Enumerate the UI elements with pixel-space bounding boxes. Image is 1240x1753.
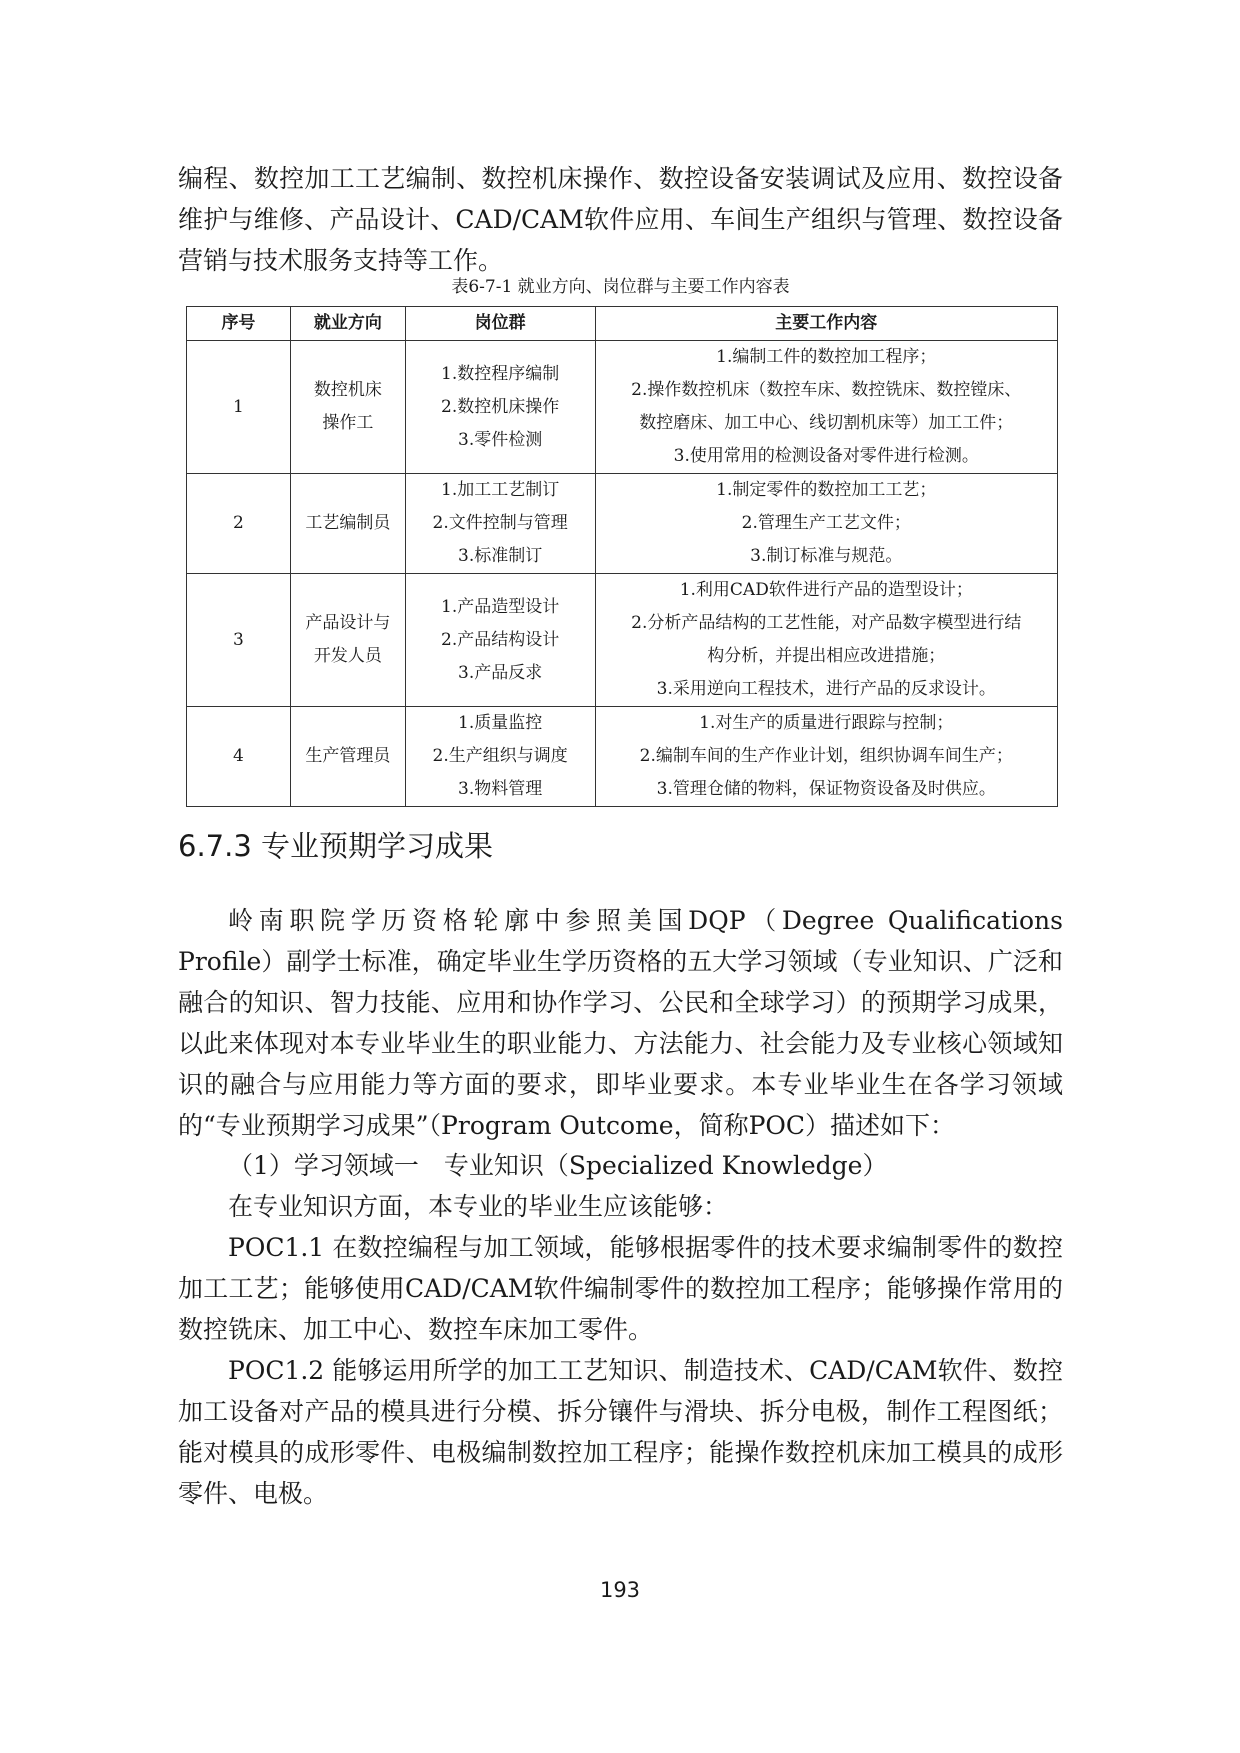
table-header-row bbox=[187, 307, 1058, 341]
direction-line: 工艺编制员 bbox=[305, 513, 391, 533]
content-line: 2.编制车间的生产作业计划，组织协调车间生产； bbox=[639, 746, 1013, 766]
header-direction: 就业方向 bbox=[290, 307, 405, 341]
page-number: 193 bbox=[599, 1578, 641, 1602]
position-line: 3.标准制订 bbox=[458, 546, 543, 566]
content-line: 2.分析产品结构的工艺性能，对产品数字模型进行结 bbox=[631, 613, 1022, 633]
position-line: 2.产品结构设计 bbox=[441, 629, 560, 650]
content-line: 2.管理生产工艺文件； bbox=[741, 513, 911, 533]
content-line: 构分析，并提出相应改进措施； bbox=[707, 646, 946, 666]
dqp-paragraph: 岭南职院学历资格轮廓中参照美国DQP（Degree Qualifications Profile）副学士标准，确定毕业生学历资格的五大学习领域（专业知识、广泛和融合的知识、智力技能、应用和协作学习、公民和全球学习）的预期学习成果，以此来体现对本专业毕业生的职业能力、方法能力、社会能力及专业核心领域知识的融合与应用能力等方面的要求，即毕业要求。本专业毕业生在各学习领域的“专业预期学习成果”（Program Outcome，简称POC）描述如下： bbox=[178, 906, 1063, 1140]
row-no: 1 bbox=[187, 341, 291, 474]
row-positions bbox=[405, 474, 595, 574]
row-direction bbox=[290, 574, 405, 707]
poc-1-2: POC1.2 能够运用所学的加工工艺知识、制造技术、CAD/CAM软件、数控加工设备对产品的模具进行分模、拆分镶件与滑块、拆分电极，制作工程图纸；能对模具的成形零件、电极编制数控加工程序；能操作数控机床加工模具的成形零件、电极。 bbox=[178, 1356, 1063, 1508]
direction-line: 产品设计与 bbox=[305, 613, 391, 633]
table-caption: 表6-7-1 就业方向、岗位群与主要工作内容表 bbox=[451, 277, 790, 297]
row-content bbox=[595, 341, 1057, 474]
position-line: 2.生产组织与调度 bbox=[432, 746, 568, 766]
content-line: 3.管理仓储的物料，保证物资设备及时供应。 bbox=[656, 779, 996, 799]
row-content bbox=[595, 707, 1057, 807]
position-line: 2.文件控制与管理 bbox=[432, 513, 568, 533]
position-line: 1.质量监控 bbox=[458, 713, 543, 733]
position-line: 3.产品反求 bbox=[458, 662, 543, 683]
direction-line: 数控机床 bbox=[313, 380, 382, 400]
content-line: 3.采用逆向工程技术，进行产品的反求设计。 bbox=[656, 679, 996, 699]
section-heading: 6.7.3 专业预期学习成果 bbox=[178, 829, 494, 863]
header-positions: 岗位群 bbox=[405, 307, 595, 341]
intro-paragraph: 编程、数控加工工艺编制、数控机床操作、数控设备安装调试及应用、数控设备维护与维修、产品设计、CAD/CAM软件应用、车间生产组织与管理、数控设备营销与技术服务支持等工作。 bbox=[178, 164, 1063, 275]
row-positions bbox=[405, 707, 595, 807]
row-direction bbox=[290, 707, 405, 807]
direction-line: 开发人员 bbox=[313, 646, 382, 666]
table-row bbox=[187, 341, 1058, 474]
learning-domain-1: （1）学习领域一 专业知识（Specialized Knowledge） bbox=[228, 1151, 888, 1180]
table-row bbox=[187, 574, 1058, 707]
domain-1-intro: 在专业知识方面，本专业的毕业生应该能够： bbox=[228, 1192, 729, 1221]
row-content bbox=[595, 474, 1057, 574]
content-line: 1.编制工件的数控加工程序； bbox=[716, 347, 937, 367]
content-line: 1.制定零件的数控加工工艺； bbox=[716, 480, 937, 500]
position-line: 1.产品造型设计 bbox=[441, 596, 560, 617]
direction-line: 生产管理员 bbox=[305, 746, 391, 766]
direction-line: 操作工 bbox=[322, 413, 374, 433]
table-row bbox=[187, 707, 1058, 807]
row-positions bbox=[405, 574, 595, 707]
position-line: 1.数控程序编制 bbox=[441, 363, 560, 384]
header-content: 主要工作内容 bbox=[595, 307, 1057, 341]
content-line: 1.对生产的质量进行跟踪与控制； bbox=[699, 713, 954, 733]
position-line: 3.零件检测 bbox=[458, 429, 543, 450]
row-positions bbox=[405, 341, 595, 474]
position-line: 2.数控机床操作 bbox=[441, 396, 560, 417]
row-no: 2 bbox=[187, 474, 291, 574]
content-line: 数控磨床、加工中心、线切割机床等）加工工件； bbox=[639, 413, 1014, 433]
position-line: 1.加工工艺制订 bbox=[441, 480, 560, 500]
content-line: 2.操作数控机床（数控车床、数控铣床、数控镗床、 bbox=[631, 380, 1022, 400]
content-line: 3.制订标准与规范。 bbox=[750, 546, 903, 566]
row-no: 4 bbox=[187, 707, 291, 807]
poc-1-1: POC1.1 在数控编程与加工领域，能够根据零件的技术要求编制零件的数控加工工艺；能够使用CAD/CAM软件编制零件的数控加工程序；能够操作常用的数控铣床、加工中心、数控车床加工零件。 bbox=[178, 1233, 1063, 1344]
row-direction bbox=[290, 341, 405, 474]
header-no: 序号 bbox=[187, 307, 291, 341]
row-direction bbox=[290, 474, 405, 574]
row-no: 3 bbox=[187, 574, 291, 707]
employment-table bbox=[186, 306, 1058, 807]
content-line: 3.使用常用的检测设备对零件进行检测。 bbox=[673, 446, 979, 466]
table-row bbox=[187, 474, 1058, 574]
position-line: 3.物料管理 bbox=[458, 779, 543, 799]
content-line: 1.利用CAD软件进行产品的造型设计； bbox=[679, 580, 973, 600]
row-content bbox=[595, 574, 1057, 707]
